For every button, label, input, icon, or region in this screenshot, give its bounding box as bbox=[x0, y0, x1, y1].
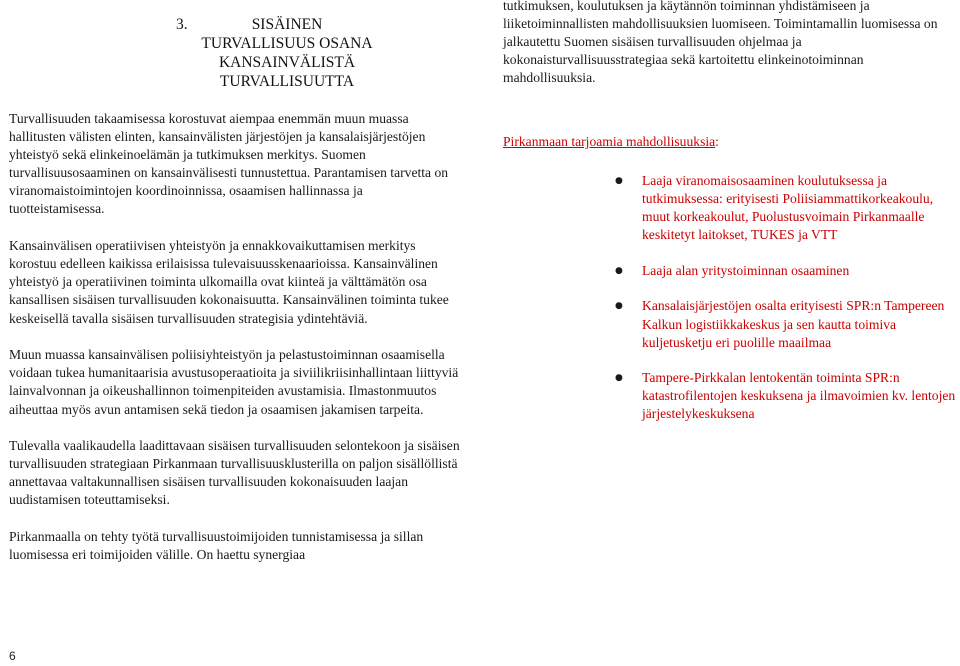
bullet-icon: ● bbox=[615, 265, 623, 276]
opportunities-heading bbox=[503, 133, 719, 151]
left-column bbox=[9, 110, 461, 583]
opportunities-list bbox=[503, 172, 958, 441]
bullet-icon: ● bbox=[615, 176, 623, 186]
left-paragraph-4: Tulevalla vaalikaudella laadittavaan sisäisen turvallisuuden selontekoon ja sisäisen turvallisuuden strategiaan Pirkanmaan turvallisuusklusterilla on paljon sisällöllistä annettavaa valtakunnallisen sisäisen turvallisuuden kokonaisuuden laajan uudistamisen toteuttamiseksi. bbox=[9, 438, 460, 508]
bullet-icon: ● bbox=[615, 301, 623, 312]
section-title: SISÄINEN TURVALLISUUS OSANA KANSAINVÄLISTÄ TURVALLISUUTTA bbox=[201, 16, 373, 90]
bullet-icon: ● bbox=[615, 373, 623, 384]
left-paragraph-5: Pirkanmaalla on tehty työtä turvallisuustoimijoiden tunnistamisessa ja sillan luomisessa eri toimijoiden välille. On haettu synergiaa bbox=[9, 529, 424, 563]
section-number: 3. bbox=[176, 16, 188, 33]
list-item bbox=[503, 297, 958, 351]
opportunities-heading-text: Pirkanmaan tarjoamia mahdollisuuksia bbox=[503, 134, 716, 149]
list-item-text: Laaja alan yritystoiminnan osaaminen bbox=[642, 262, 850, 278]
list-item bbox=[503, 172, 958, 244]
opportunities-heading-colon: : bbox=[715, 134, 719, 149]
left-paragraph-1: Turvallisuuden takaamisessa korostuvat aiempaa enemmän muun muassa hallitusten välisten elinten, kansainvälisten järjestöjen ja kansalaisjärjestöjen yhteistyö sekä elinkeinoelämän ja tutkimuksen merkitys. Suomen turvallisuusosaaminen on kansainvälisesti tunnustettua. Parantamisen tarvetta on viranomaistoimintojen koordinoinnissa, osaamisen hallinnassa ja tuotteistamisessa. bbox=[9, 111, 449, 217]
list-item bbox=[503, 262, 958, 280]
list-item-text: Kansalaisjärjestöjen osalta erityisesti SPR:n Tampereen Kalkun logistiikkakeskus ja sen kautta toimiva kuljetusketju eri puolille maailmaa bbox=[642, 298, 945, 350]
right-top-paragraph: tutkimuksen, koulutuksen ja käytännön toiminnan yhdistämiseen ja liiketoiminnallisten mahdollisuuksien luomiseen. Toimintamallin luomisessa on jalkautettu Suomen sisäisen turvallisuuden ohjelmaa ja kokonaisturvallisuusstrategiaa sekä kartoitettu elinkeinotoiminnan mahdollisuuksia. bbox=[503, 0, 938, 86]
list-item-text: Tampere-Pirkkalan lentokentän toiminta SPR:n katastrofilentojen keskuksena ja ilmavoimien kv. lentojen järjestelykeskuksena bbox=[642, 370, 956, 422]
right-column bbox=[503, 0, 955, 90]
left-paragraph-3: Muun muassa kansainvälisen poliisiyhteistyön ja pelastustoiminnan osaamisella voidaan tukea humanitaarisia avustusoperaatioita ja siviilikriisinhallintaan liittyviä lainvalvonnan ja oikeushallinnon toimenpiteiden avustamisia. Ilmastonmuutos aiheuttaa myös avun antamisen sekä tiedon ja osaamisen jakamisen tarpeita. bbox=[9, 347, 459, 417]
list-item bbox=[503, 369, 958, 423]
section-heading bbox=[176, 15, 376, 91]
page-number: 6 bbox=[9, 649, 16, 663]
left-paragraph-2: Kansainvälisen operatiivisen yhteistyön ja ennakkovaikuttamisen merkitys korostuu edelleen kaikissa erilaisissa tulevaisuusskenaarioissa. Kansainvälinen yhteistyö ja operatiivinen toiminta ulkomailla ovat kiinteä ja välttämätön osa kansallisen sisäisen turvallisuuden kokonaisuutta. Kansainvälinen toiminta tukee keskeisellä tavalla sisäisen turvallisuuden strategisia ydintehtäviä. bbox=[9, 238, 449, 326]
list-item-text: Laaja viranomaisosaaminen koulutuksessa ja tutkimuksessa: erityisesti Poliisiammattikorkeakoulu, muut korkeakoulut, Puolustusvoimain Pirkanmaalle keskitetyt laitokset, TUKES ja VTT bbox=[642, 173, 934, 243]
